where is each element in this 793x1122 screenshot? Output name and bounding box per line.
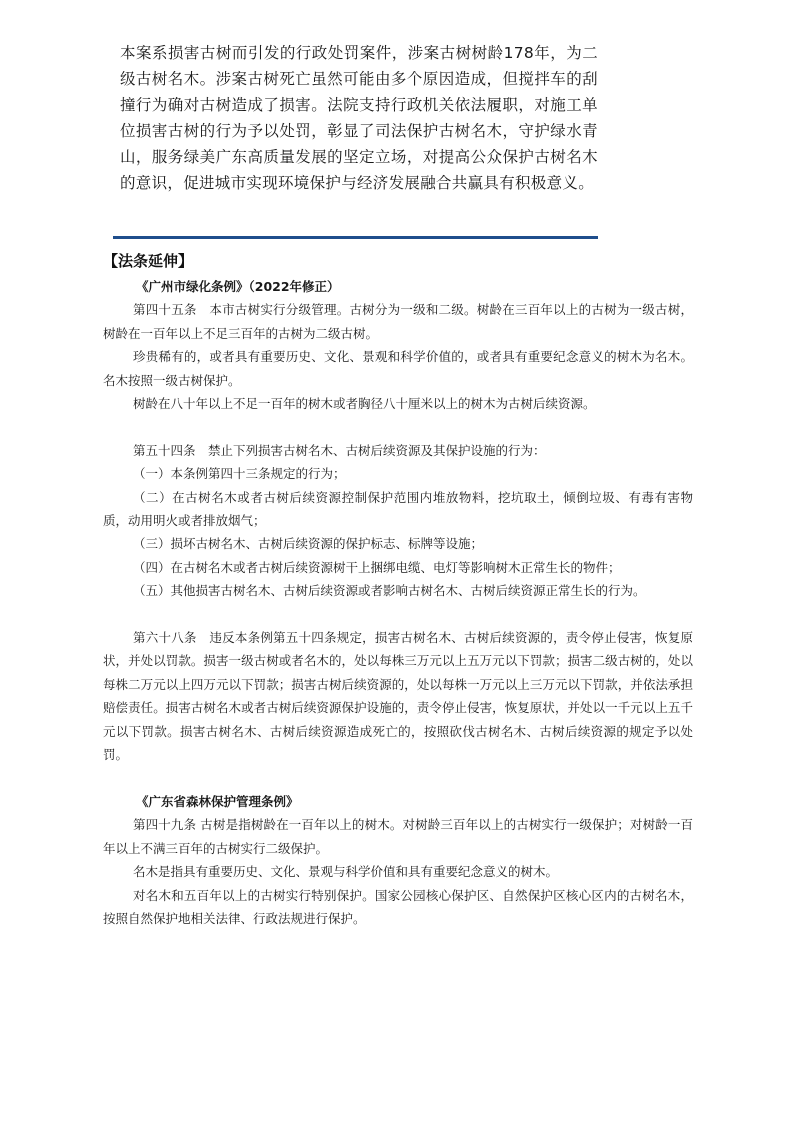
article-45-clause-2: 珍贵稀有的，或者具有重要历史、文化、景观和科学价值的，或者具有重要纪念意义的树木为名木。名木按照一级古树保护。 [103, 349, 693, 388]
law-title-guangzhou-greening-regulations: 《广州市绿化条例》（2022年修正） [136, 279, 340, 294]
article-54-intro: 第五十四条 禁止下列损害古树名木、古树后续资源及其保护设施的行为： [133, 442, 546, 458]
article-54-item-3: （三）损坏古树名木、古树后续资源的保护标志、标牌等设施； [133, 536, 484, 552]
article-45-clause-1: 第四十五条 本市古树实行分级管理。古树分为一级和二级。树龄在三百年以上的古树为一级古树，树龄在一百年以上不足三百年的古树为二级古树。 [103, 302, 693, 341]
section-divider-line [113, 236, 598, 239]
paragraph-spacer [103, 767, 693, 790]
article-68: 第六十八条 违反本条例第五十四条规定，损害古树名木、古树后续资源的，责令停止侵害，恢复原状，并处以罚款。损害一级古树或者名木的，处以每株三万元以上五万元以下罚款；损害二级古树的，处以每株二万元以上四万元以下罚款；损害古树后续资源的，处以每株一万元以上三万元以下罚款，并依法承担赔偿责任。损害古树名木或者古树后续资源保护设施的，责令停止侵害，恢复原状，并处以一千元以上五千元以下罚款。损害古树名木、古树后续资源造成死亡的，按照砍伐古树名木、古树后续资源的规定予以处罚。 [103, 630, 693, 763]
law-title-guangdong-forest-protection-regulations: 《广东省森林保护管理条例》 [136, 793, 299, 809]
article-49-clause-3: 对名木和五百年以上的古树实行特别保护。国家公园核心保护区、自然保护区核心区内的古树名木，按照自然保护地相关法律、行政法规进行保护。 [103, 887, 693, 926]
article-49-clause-2: 名木是指具有重要历史、文化、景观与科学价值和具有重要纪念意义的树木。 [133, 864, 559, 880]
article-54-item-2: （二）在古树名木或者古树后续资源控制保护范围内堆放物料，挖坑取土，倾倒垃圾、有毒有害物质，动用明火或者排放烟气； [103, 489, 693, 529]
article-54-item-5: （五）其他损害古树名木、古树后续资源或者影响古树名木、古树后续资源正常生长的行为。 [133, 583, 646, 599]
case-commentary-paragraph: 本案系损害古树而引发的行政处罚案件，涉案古树树龄178年，为二级古树名木。涉案古树死亡虽然可能由多个原因造成，但搅拌车的刮撞行为确对古树造成了损害。法院支持行政机关依法履职，对施工单位损害古树的行为予以处罚，彰显了司法保护古树名木，守护绿水青山，服务绿美广东高质量发展的坚定立场，对提高公众保护古树名木的意识，促进城市实现环境保护与经济发展融合共赢具有积极意义。 [120, 44, 598, 192]
article-45-clause-3: 树龄在八十年以上不足一百年的树木或者胸径八十厘米以上的树木为古树后续资源。 [133, 396, 596, 412]
article-54-item-4: （四）在古树名木或者古树后续资源树干上捆绑电缆、电灯等影响树木正常生长的物件； [133, 559, 621, 575]
article-49-clause-1: 第四十九条 古树是指树龄在一百年以上的树木。对树龄三百年以上的古树实行一级保护；对树龄一百年以上不满三百年的古树实行二级保护。 [103, 817, 693, 856]
article-54-item-1: （一）本条例第四十三条规定的行为； [133, 466, 346, 482]
section-heading-legal-extension: 【法条延伸】 [103, 252, 194, 270]
legal-provisions [103, 275, 693, 930]
paragraph-spacer [103, 415, 693, 438]
paragraph-spacer [103, 603, 693, 626]
